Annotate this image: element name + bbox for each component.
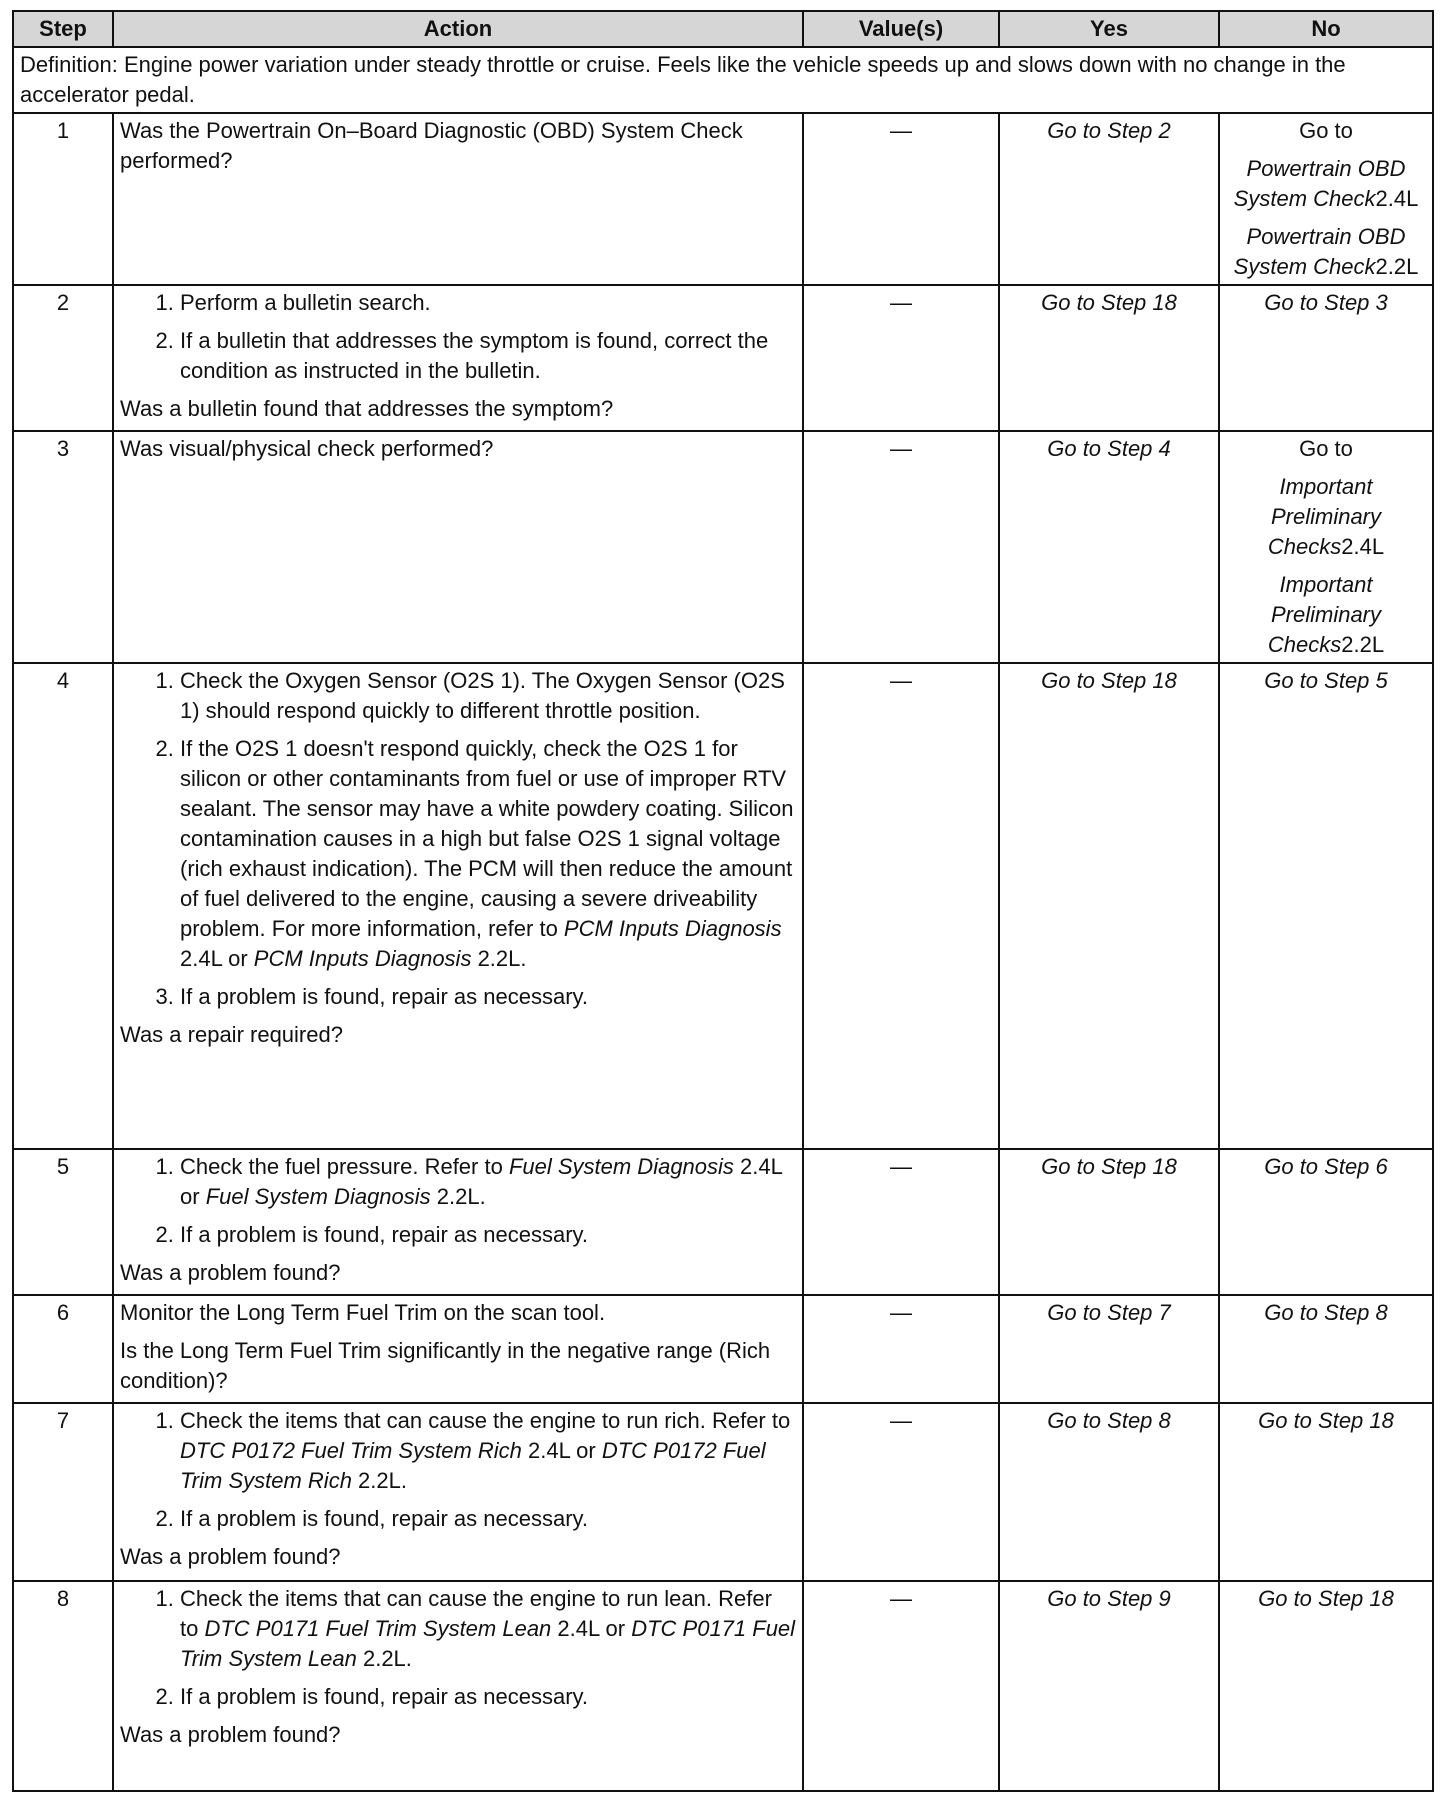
action-cell bbox=[113, 1295, 803, 1403]
no-link-text[interactable]: Powertrain OBD System Check bbox=[1233, 224, 1406, 279]
step-number: 2 bbox=[13, 285, 113, 431]
action-cell bbox=[113, 663, 803, 1149]
action-text: Check the items that can cause the engine to run rich. Refer to bbox=[180, 1408, 791, 1433]
header-action: Action bbox=[113, 11, 803, 47]
no-link-2-2l[interactable] bbox=[1226, 570, 1426, 660]
reference-link[interactable]: DTC P0171 Fuel Trim System Lean bbox=[204, 1616, 552, 1641]
action-paragraph: Monitor the Long Term Fuel Trim on the scan tool. bbox=[120, 1300, 606, 1325]
yes-link[interactable]: Go to Step 18 bbox=[999, 285, 1219, 431]
table-row bbox=[13, 1403, 1433, 1581]
yes-link[interactable]: Go to Step 9 bbox=[999, 1581, 1219, 1791]
definition-row bbox=[13, 47, 1433, 113]
no-link-text[interactable]: Powertrain OBD System Check bbox=[1233, 156, 1406, 211]
header-no: No bbox=[1219, 11, 1433, 47]
value-cell: — bbox=[803, 1149, 999, 1295]
action-text: Check the fuel pressure. Refer to bbox=[180, 1154, 509, 1179]
action-item: 2. If a problem is found, repair as necessary. bbox=[180, 1220, 796, 1250]
action-question: Was a bulletin found that addresses the symptom? bbox=[120, 396, 614, 421]
yes-link[interactable]: Go to Step 18 bbox=[999, 1149, 1219, 1295]
action-item: 3. If a problem is found, repair as necessary. bbox=[180, 982, 796, 1012]
yes-link[interactable]: Go to Step 7 bbox=[999, 1295, 1219, 1403]
no-link-2-2l[interactable] bbox=[1226, 222, 1426, 282]
table-row bbox=[13, 113, 1433, 285]
no-goto-label: Go to bbox=[1299, 118, 1353, 143]
table-header-row bbox=[13, 11, 1433, 47]
table-row bbox=[13, 1295, 1433, 1403]
engine-label: 2.4L bbox=[1375, 186, 1419, 211]
action-question: Is the Long Term Fuel Trim significantly in the negative range (Rich condition)? bbox=[120, 1338, 771, 1393]
action-text: 2.4L or bbox=[180, 946, 254, 971]
table-row bbox=[13, 285, 1433, 431]
yes-link[interactable]: Go to Step 4 bbox=[999, 431, 1219, 663]
action-question: Was a problem found? bbox=[120, 1722, 341, 1747]
definition-text: Definition: Engine power variation under steady throttle or cruise. Feels like the vehicle speeds up and slows down with no change in the accelerator pedal. bbox=[13, 47, 1433, 113]
action-item bbox=[180, 1584, 796, 1674]
action-question: Was visual/physical check performed? bbox=[120, 436, 494, 461]
action-item: 2. If a bulletin that addresses the symptom is found, correct the condition as instructed in the bulletin. bbox=[180, 326, 796, 386]
action-cell bbox=[113, 1581, 803, 1791]
yes-link[interactable]: Go to Step 8 bbox=[999, 1403, 1219, 1581]
reference-link[interactable]: DTC P0172 Fuel Trim System Rich bbox=[180, 1438, 766, 1493]
table-row bbox=[13, 663, 1433, 1149]
header-value: Value(s) bbox=[803, 11, 999, 47]
diagnostic-document bbox=[12, 10, 1432, 1792]
engine-label: 2.2L bbox=[1375, 254, 1419, 279]
engine-label: 2.2L bbox=[1341, 632, 1385, 657]
action-text: If the O2S 1 doesn't respond quickly, check the O2S 1 for silicon or other contaminants from fuel or use of improper RTV sealant. The sensor may have a white powdery coating. Silicon contamination causes in a high but false O2S 1 signal voltage (rich exhaust indication). The PCM will then reduce the amount of fuel delivered to the engine, causing a severe driveability problem. For more information, refer to bbox=[180, 736, 794, 941]
action-list bbox=[120, 1406, 796, 1534]
action-item bbox=[180, 1406, 796, 1496]
action-text: Check the items that can cause the engine to run lean. Refer to bbox=[180, 1586, 772, 1641]
no-link-2-4l[interactable] bbox=[1226, 472, 1426, 562]
action-cell bbox=[113, 431, 803, 663]
action-cell bbox=[113, 285, 803, 431]
yes-link[interactable]: Go to Step 2 bbox=[999, 113, 1219, 285]
action-text: 2.2L. bbox=[351, 1468, 407, 1493]
action-list bbox=[120, 288, 796, 386]
no-link-2-4l[interactable] bbox=[1226, 154, 1426, 214]
value-cell: — bbox=[803, 1295, 999, 1403]
yes-link[interactable]: Go to Step 18 bbox=[999, 663, 1219, 1149]
action-question: Was a repair required? bbox=[120, 1022, 343, 1047]
action-cell bbox=[113, 1403, 803, 1581]
no-link-text[interactable]: Important Preliminary Checks bbox=[1267, 572, 1382, 657]
table-row bbox=[13, 1149, 1433, 1295]
reference-link[interactable]: Fuel System Diagnosis bbox=[205, 1184, 431, 1209]
no-link[interactable]: Go to Step 18 bbox=[1219, 1581, 1433, 1791]
reference-link[interactable]: Fuel System Diagnosis bbox=[508, 1154, 734, 1179]
action-list bbox=[120, 1584, 796, 1712]
no-link[interactable]: Go to Step 5 bbox=[1219, 663, 1433, 1149]
reference-link[interactable]: DTC P0172 Fuel Trim System Rich bbox=[180, 1438, 522, 1463]
value-cell: — bbox=[803, 663, 999, 1149]
value-cell: — bbox=[803, 1403, 999, 1581]
action-item: 1. Check the Oxygen Sensor (O2S 1). The Oxygen Sensor (O2S 1) should respond quickly to different throttle position. bbox=[180, 666, 796, 726]
no-cell bbox=[1219, 113, 1433, 285]
action-item: 2. If a problem is found, repair as necessary. bbox=[180, 1504, 796, 1534]
action-text: 2.4L or bbox=[551, 1616, 632, 1641]
action-text: 2.4L or bbox=[180, 1154, 783, 1209]
step-number: 4 bbox=[13, 663, 113, 1149]
action-list bbox=[120, 666, 796, 1012]
no-goto-label: Go to bbox=[1299, 436, 1353, 461]
engine-label: 2.4L bbox=[1341, 534, 1385, 559]
action-text: 2.4L or bbox=[521, 1438, 602, 1463]
step-number: 6 bbox=[13, 1295, 113, 1403]
reference-link[interactable]: DTC P0171 Fuel Trim System Lean bbox=[180, 1616, 796, 1671]
action-item: 2. If a problem is found, repair as necessary. bbox=[180, 1682, 796, 1712]
table-row bbox=[13, 1581, 1433, 1791]
no-cell bbox=[1219, 431, 1433, 663]
action-question: Was a problem found? bbox=[120, 1260, 341, 1285]
header-yes: Yes bbox=[999, 11, 1219, 47]
no-link-text[interactable]: Important Preliminary Checks bbox=[1267, 474, 1382, 559]
action-question: Was the Powertrain On–Board Diagnostic (OBD) System Check performed? bbox=[120, 118, 743, 173]
action-item bbox=[180, 734, 796, 974]
no-link[interactable]: Go to Step 8 bbox=[1219, 1295, 1433, 1403]
action-question: Was a problem found? bbox=[120, 1544, 341, 1569]
no-link[interactable]: Go to Step 3 bbox=[1219, 285, 1433, 431]
action-item bbox=[180, 1152, 796, 1212]
step-number: 5 bbox=[13, 1149, 113, 1295]
no-link[interactable]: Go to Step 6 bbox=[1219, 1149, 1433, 1295]
value-cell: — bbox=[803, 431, 999, 663]
step-number: 3 bbox=[13, 431, 113, 663]
step-number: 7 bbox=[13, 1403, 113, 1581]
value-cell: — bbox=[803, 113, 999, 285]
no-link[interactable]: Go to Step 18 bbox=[1219, 1403, 1433, 1581]
action-text: 2.2L. bbox=[430, 1184, 486, 1209]
action-cell bbox=[113, 1149, 803, 1295]
step-number: 8 bbox=[13, 1581, 113, 1791]
value-cell: — bbox=[803, 285, 999, 431]
header-step: Step bbox=[13, 11, 113, 47]
action-text: 2.2L. bbox=[471, 946, 527, 971]
reference-link[interactable]: PCM Inputs Diagnosis bbox=[563, 916, 782, 941]
reference-link[interactable]: PCM Inputs Diagnosis bbox=[253, 946, 472, 971]
table-row bbox=[13, 431, 1433, 663]
action-list bbox=[120, 1152, 796, 1250]
action-text: 2.2L. bbox=[356, 1646, 412, 1671]
diagnostic-table bbox=[12, 10, 1434, 1792]
action-cell bbox=[113, 113, 803, 285]
action-item: 1. Perform a bulletin search. bbox=[180, 288, 796, 318]
step-number: 1 bbox=[13, 113, 113, 285]
value-cell: — bbox=[803, 1581, 999, 1791]
